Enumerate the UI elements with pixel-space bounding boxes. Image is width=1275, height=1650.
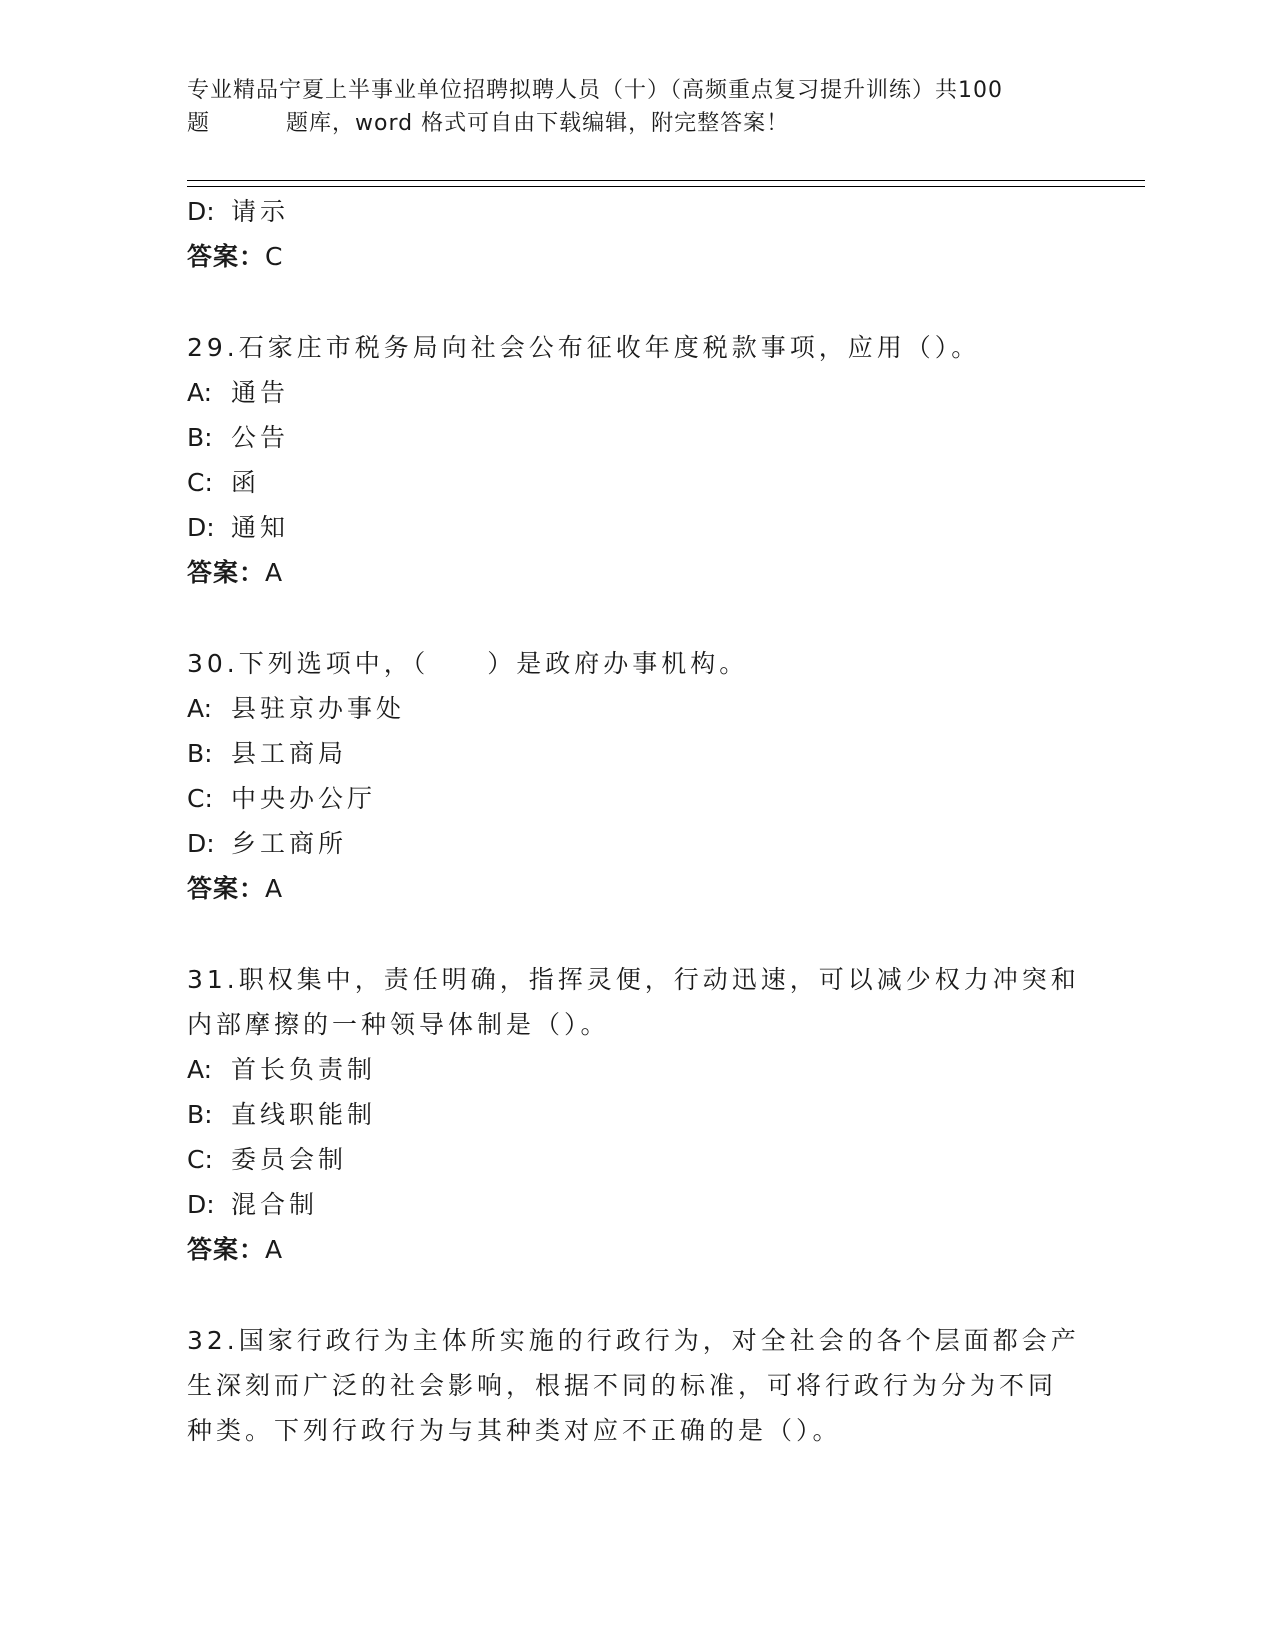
option-letter: B: [187,1100,213,1129]
option-letter: D: [187,829,215,858]
option-text: 请示 [231,197,290,226]
answer-label: 答案： [187,242,266,271]
option-letter: D: [187,197,215,226]
question-text-line-1: 32.国家行政行为主体所实施的行政行为，对全社会的各个层面都会产 [187,1326,1080,1355]
answer-line [187,1227,1087,1272]
option-text: 委员会制 [231,1145,348,1174]
question-text-line-2: 生深刻而广泛的社会影响，根据不同的标准，可将行政行为分为不同 [187,1371,1058,1400]
answer-value: A [265,1235,284,1264]
question-text-line-3: 种类。下列行政行为与其种类对应不正确的是（）。 [187,1416,842,1445]
option-letter: B: [187,423,213,452]
option-letter: C: [187,1145,213,1174]
option-text: 通告 [231,378,290,407]
option-text: 通知 [231,513,290,542]
option-b [187,1092,1087,1137]
question-text-line-2: 内部摩擦的一种领导体制是（）。 [187,1010,610,1039]
option-c [187,1137,1087,1182]
option-a [187,686,1087,731]
option-text: 公告 [231,423,290,452]
option-letter: C: [187,468,213,497]
option-c [187,460,1087,505]
document-header [187,74,1087,140]
option-text: 混合制 [231,1190,319,1219]
option-d [187,189,1087,234]
answer-line [187,550,1087,595]
option-b [187,415,1087,460]
option-b [187,731,1087,776]
header-line-1: 专业精品宁夏上半事业单位招聘拟聘人员（十）（高频重点复习提升训练）共100 [187,78,1003,103]
option-text: 县驻京办事处 [231,694,406,723]
option-c [187,776,1087,821]
option-text: 中央办公厅 [231,784,377,813]
option-text: 直线职能制 [231,1100,377,1129]
option-a [187,370,1087,415]
question-text-line-1: 31.职权集中，责任明确，指挥灵便，行动迅速，可以减少权力冲突和 [187,965,1080,994]
header-line-2-rest: 题库，word 格式可自由下载编辑，附完整答案！ [286,111,790,136]
question-31 [187,957,1087,1272]
option-a [187,1047,1087,1092]
answer-label: 答案： [187,874,266,903]
answer-line [187,234,1087,279]
answer-label: 答案： [187,1235,266,1264]
answer-value: A [265,874,284,903]
option-letter: D: [187,513,215,542]
answer-value: A [265,558,284,587]
option-text: 乡工商所 [231,829,348,858]
option-d [187,1182,1087,1227]
option-letter: B: [187,739,213,768]
header-rule-top [187,180,1145,181]
answer-label: 答案： [187,558,266,587]
question-32 [187,1318,1087,1453]
header-rule-bottom [187,186,1145,187]
question-30 [187,641,1087,911]
option-d [187,821,1087,866]
previous-question-tail [187,189,1087,279]
option-letter: A: [187,694,213,723]
question-29 [187,325,1087,595]
option-letter: D: [187,1190,215,1219]
question-text: 30.下列选项中，（ ）是政府办事机构。 [187,649,749,678]
question-text: 29.石家庄市税务局向社会公布征收年度税款事项，应用（）。 [187,333,981,362]
option-letter: A: [187,1055,213,1084]
option-d [187,505,1087,550]
document-body [187,189,1087,1453]
answer-line [187,866,1087,911]
option-text: 函 [231,468,261,497]
option-text: 县工商局 [231,739,348,768]
option-letter: C: [187,784,213,813]
header-line-2 [187,107,1087,140]
header-line-2-start: 题 [187,111,211,136]
answer-value: C [265,242,284,271]
option-text: 首长负责制 [231,1055,377,1084]
option-letter: A: [187,378,213,407]
